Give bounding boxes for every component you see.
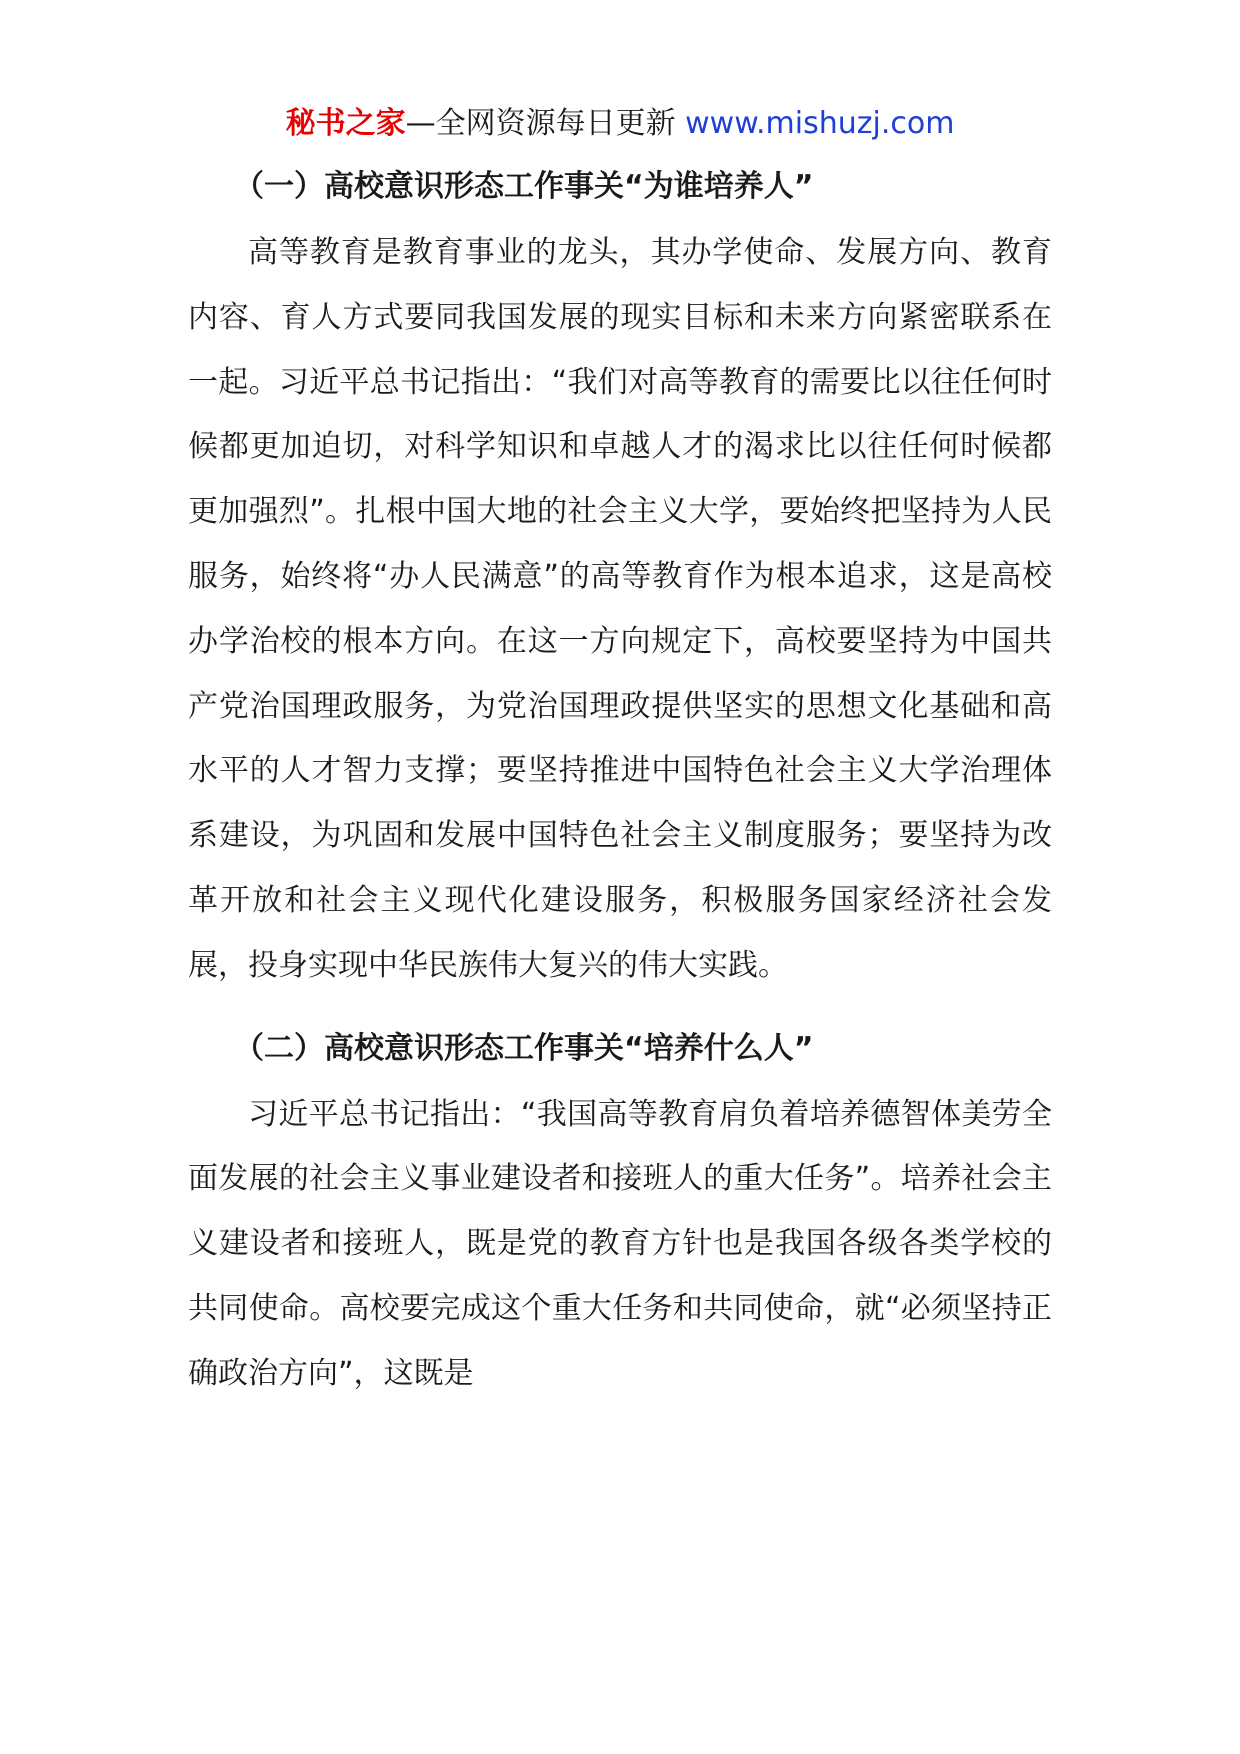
site-banner	[0, 100, 1240, 148]
banner-slogan: —全网资源每日更新	[405, 106, 686, 141]
section-heading-2: （二）高校意识形态工作事关“培养什么人”	[234, 1030, 814, 1066]
section-paragraph-2: 习近平总书记指出：“我国高等教育肩负着培养德智体美劳全面发展的社会主义事业建设者和接班人的重大任务”。培养社会主义建设者和接班人，既是党的教育方针也是我国各级各类学校的共同使命。高校要完成这个重大任务和共同使命，就“必须坚持正确政治方向”，这既是	[188, 1096, 1052, 1391]
section-paragraph-1: 高等教育是教育事业的龙头，其办学使命、发展方向、教育内容、育人方式要同我国发展的现实目标和未来方向紧密联系在一起。习近平总书记指出：“我们对高等教育的需要比以往任何时候都更加迫切，对科学知识和卓越人才的渴求比以往任何时候都更加强烈”。扎根中国大地的社会主义大学，要始终把坚持为人民服务，始终将“办人民满意”的高等教育作为根本追求，这是高校办学治校的根本方向。在这一方向规定下，高校要坚持为中国共产党治国理政服务，为党治国理政提供坚实的思想文化基础和高水平的人才智力支撑；要坚持推进中国特色社会主义大学治理体系建设，为巩固和发展中国特色社会主义制度服务；要坚持为改革开放和社会主义现代化建设服务，积极服务国家经济社会发展，投身实现中华民族伟大复兴的伟大实践。	[188, 235, 1052, 983]
site-url-link[interactable]: www.mishuzj.com	[685, 106, 955, 141]
document-body	[188, 165, 1052, 1407]
section-heading-1: （一）高校意识形态工作事关“为谁培养人”	[234, 169, 814, 204]
brand-name: 秘书之家	[285, 106, 406, 141]
